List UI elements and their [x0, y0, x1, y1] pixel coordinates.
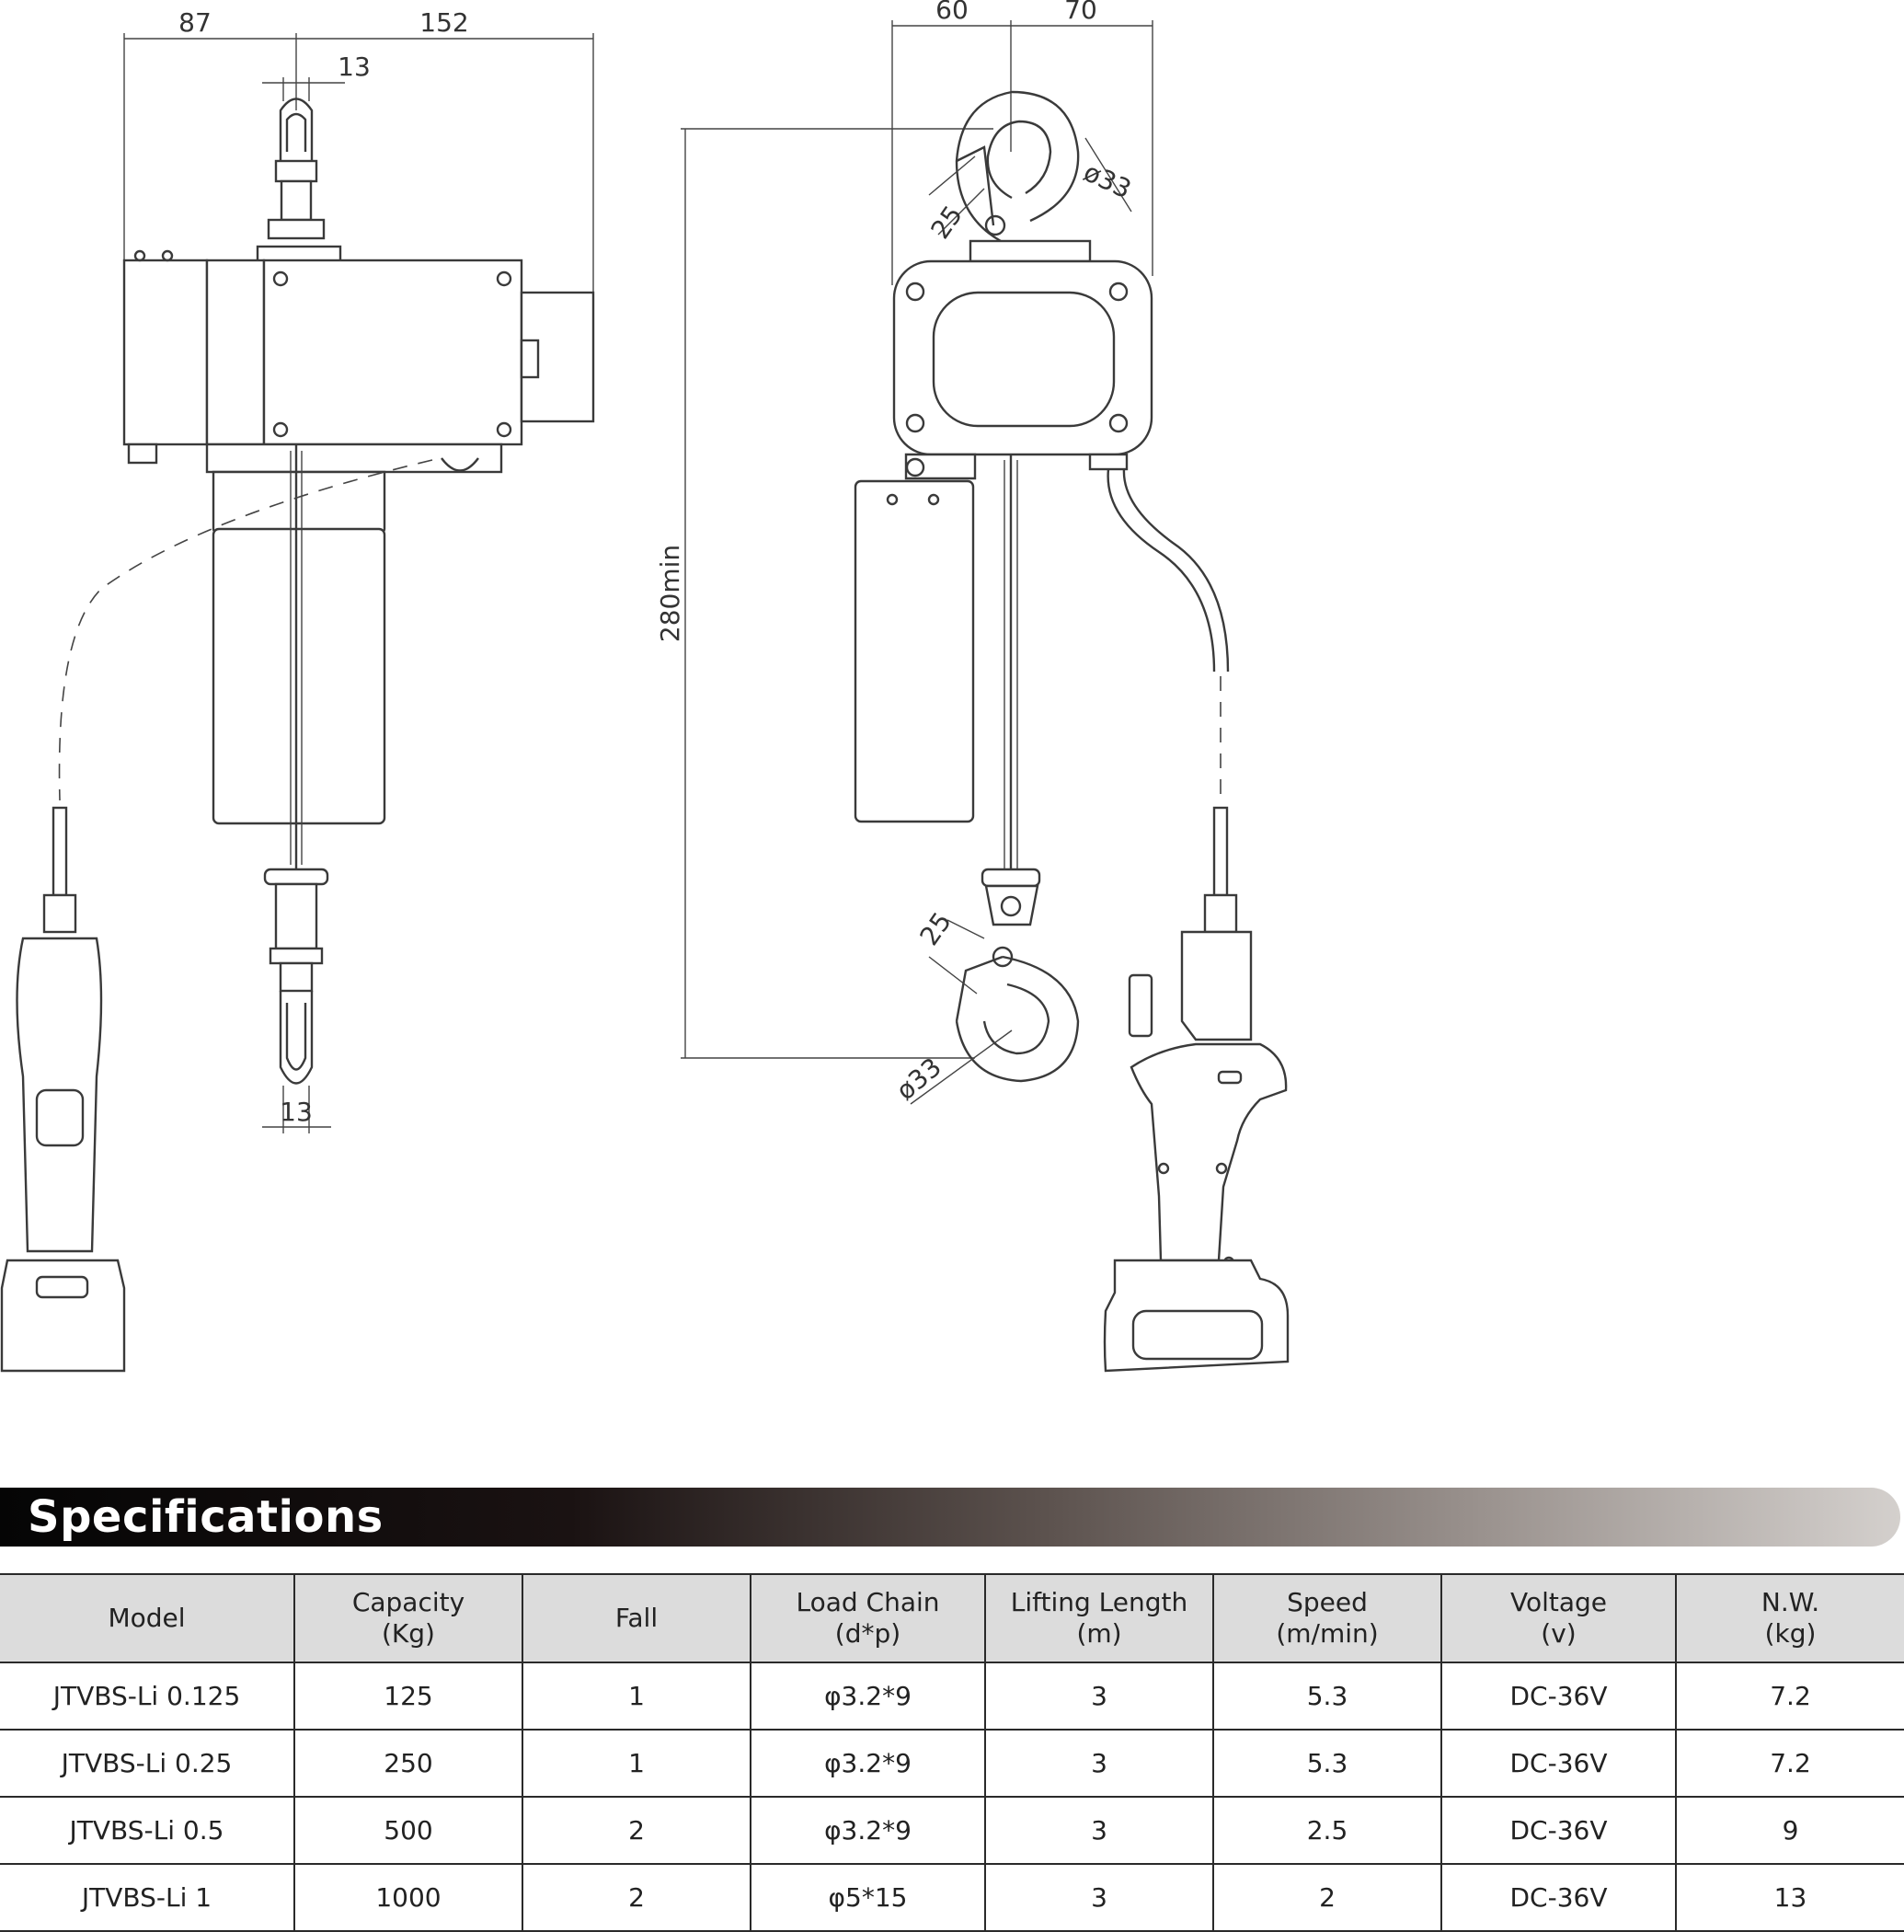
table-cell: DC-36V: [1441, 1864, 1676, 1931]
column-header: [1213, 1574, 1441, 1662]
table-cell: 5.3: [1213, 1662, 1441, 1730]
table-row: [0, 1662, 1904, 1730]
table-row: [0, 1730, 1904, 1797]
specifications-title: Specifications: [28, 1491, 384, 1543]
column-header: [1441, 1574, 1676, 1662]
table-cell: 1000: [294, 1864, 522, 1931]
column-header-label: Model: [108, 1603, 186, 1633]
table-cell: 1: [522, 1730, 751, 1797]
front-chain: [1004, 454, 1017, 874]
dim-phi33-bottom: ø33: [890, 1052, 947, 1107]
table-cell: JTVBS-Li 1: [0, 1864, 294, 1931]
column-header-unit: (d*p): [834, 1618, 901, 1649]
table-cell: 2: [1213, 1864, 1441, 1931]
table-body: [0, 1662, 1904, 1931]
column-header-unit: (m/min): [1276, 1618, 1379, 1649]
column-header: [751, 1574, 985, 1662]
dim-152: 152: [419, 7, 469, 38]
table-header-row: [0, 1574, 1904, 1662]
table-cell: 9: [1676, 1797, 1904, 1864]
dim-25-top: 25: [924, 200, 969, 245]
table-cell: DC-36V: [1441, 1662, 1676, 1730]
dim-280min: 280min: [655, 544, 685, 643]
column-header-unit: (m): [1076, 1618, 1122, 1649]
column-header: [985, 1574, 1213, 1662]
table-cell: 500: [294, 1797, 522, 1864]
dim-70: 70: [1064, 0, 1097, 25]
specifications-banner: [0, 1488, 1900, 1547]
column-header-label: Speed: [1287, 1587, 1368, 1617]
side-view: [2, 7, 593, 1371]
table-cell: 250: [294, 1730, 522, 1797]
table-cell: 13: [1676, 1864, 1904, 1931]
table-cell: 3: [985, 1730, 1213, 1797]
column-header-label: Fall: [614, 1603, 659, 1633]
dim-25-bottom: 25: [913, 906, 958, 951]
dim-87: 87: [178, 7, 212, 38]
dim-13-bottom: 13: [280, 1097, 313, 1127]
table-cell: φ5*15: [751, 1864, 985, 1931]
table-cell: 7.2: [1676, 1662, 1904, 1730]
table-cell: 3: [985, 1797, 1213, 1864]
column-header-unit: (kg): [1764, 1618, 1817, 1649]
table-cell: 2: [522, 1797, 751, 1864]
column-header-label: N.W.: [1761, 1587, 1820, 1617]
specifications-table: [0, 1573, 1904, 1932]
table-cell: 2.5: [1213, 1797, 1441, 1864]
table-cell: 5.3: [1213, 1730, 1441, 1797]
table-cell: φ3.2*9: [751, 1797, 985, 1864]
column-header-label: Load Chain: [796, 1587, 940, 1617]
table-cell: 7.2: [1676, 1730, 1904, 1797]
column-header-unit: (Kg): [382, 1618, 435, 1649]
table-cell: DC-36V: [1441, 1797, 1676, 1864]
table-cell: 3: [985, 1662, 1213, 1730]
column-header-label: Capacity: [351, 1587, 465, 1617]
dim-13-top: 13: [338, 52, 371, 82]
table-row: [0, 1864, 1904, 1931]
dim-60: 60: [935, 0, 969, 25]
column-header: [522, 1574, 751, 1662]
column-header: [1676, 1574, 1904, 1662]
table-cell: 2: [522, 1864, 751, 1931]
column-header-label: Voltage: [1509, 1587, 1608, 1617]
table-cell: 1: [522, 1662, 751, 1730]
column-header: [0, 1574, 294, 1662]
table-cell: JTVBS-Li 0.5: [0, 1797, 294, 1864]
column-header-label: Lifting Length: [1010, 1587, 1188, 1617]
dim-phi33-top: ø33: [1079, 156, 1136, 205]
table-cell: JTVBS-Li 0.25: [0, 1730, 294, 1797]
table-cell: φ3.2*9: [751, 1662, 985, 1730]
table-cell: φ3.2*9: [751, 1730, 985, 1797]
front-view: [655, 0, 1288, 1371]
column-header: [294, 1574, 522, 1662]
table-cell: 125: [294, 1662, 522, 1730]
table-row: [0, 1797, 1904, 1864]
table-cell: 3: [985, 1864, 1213, 1931]
table-cell: DC-36V: [1441, 1730, 1676, 1797]
column-header-unit: (v): [1541, 1618, 1577, 1649]
table-cell: JTVBS-Li 0.125: [0, 1662, 294, 1730]
